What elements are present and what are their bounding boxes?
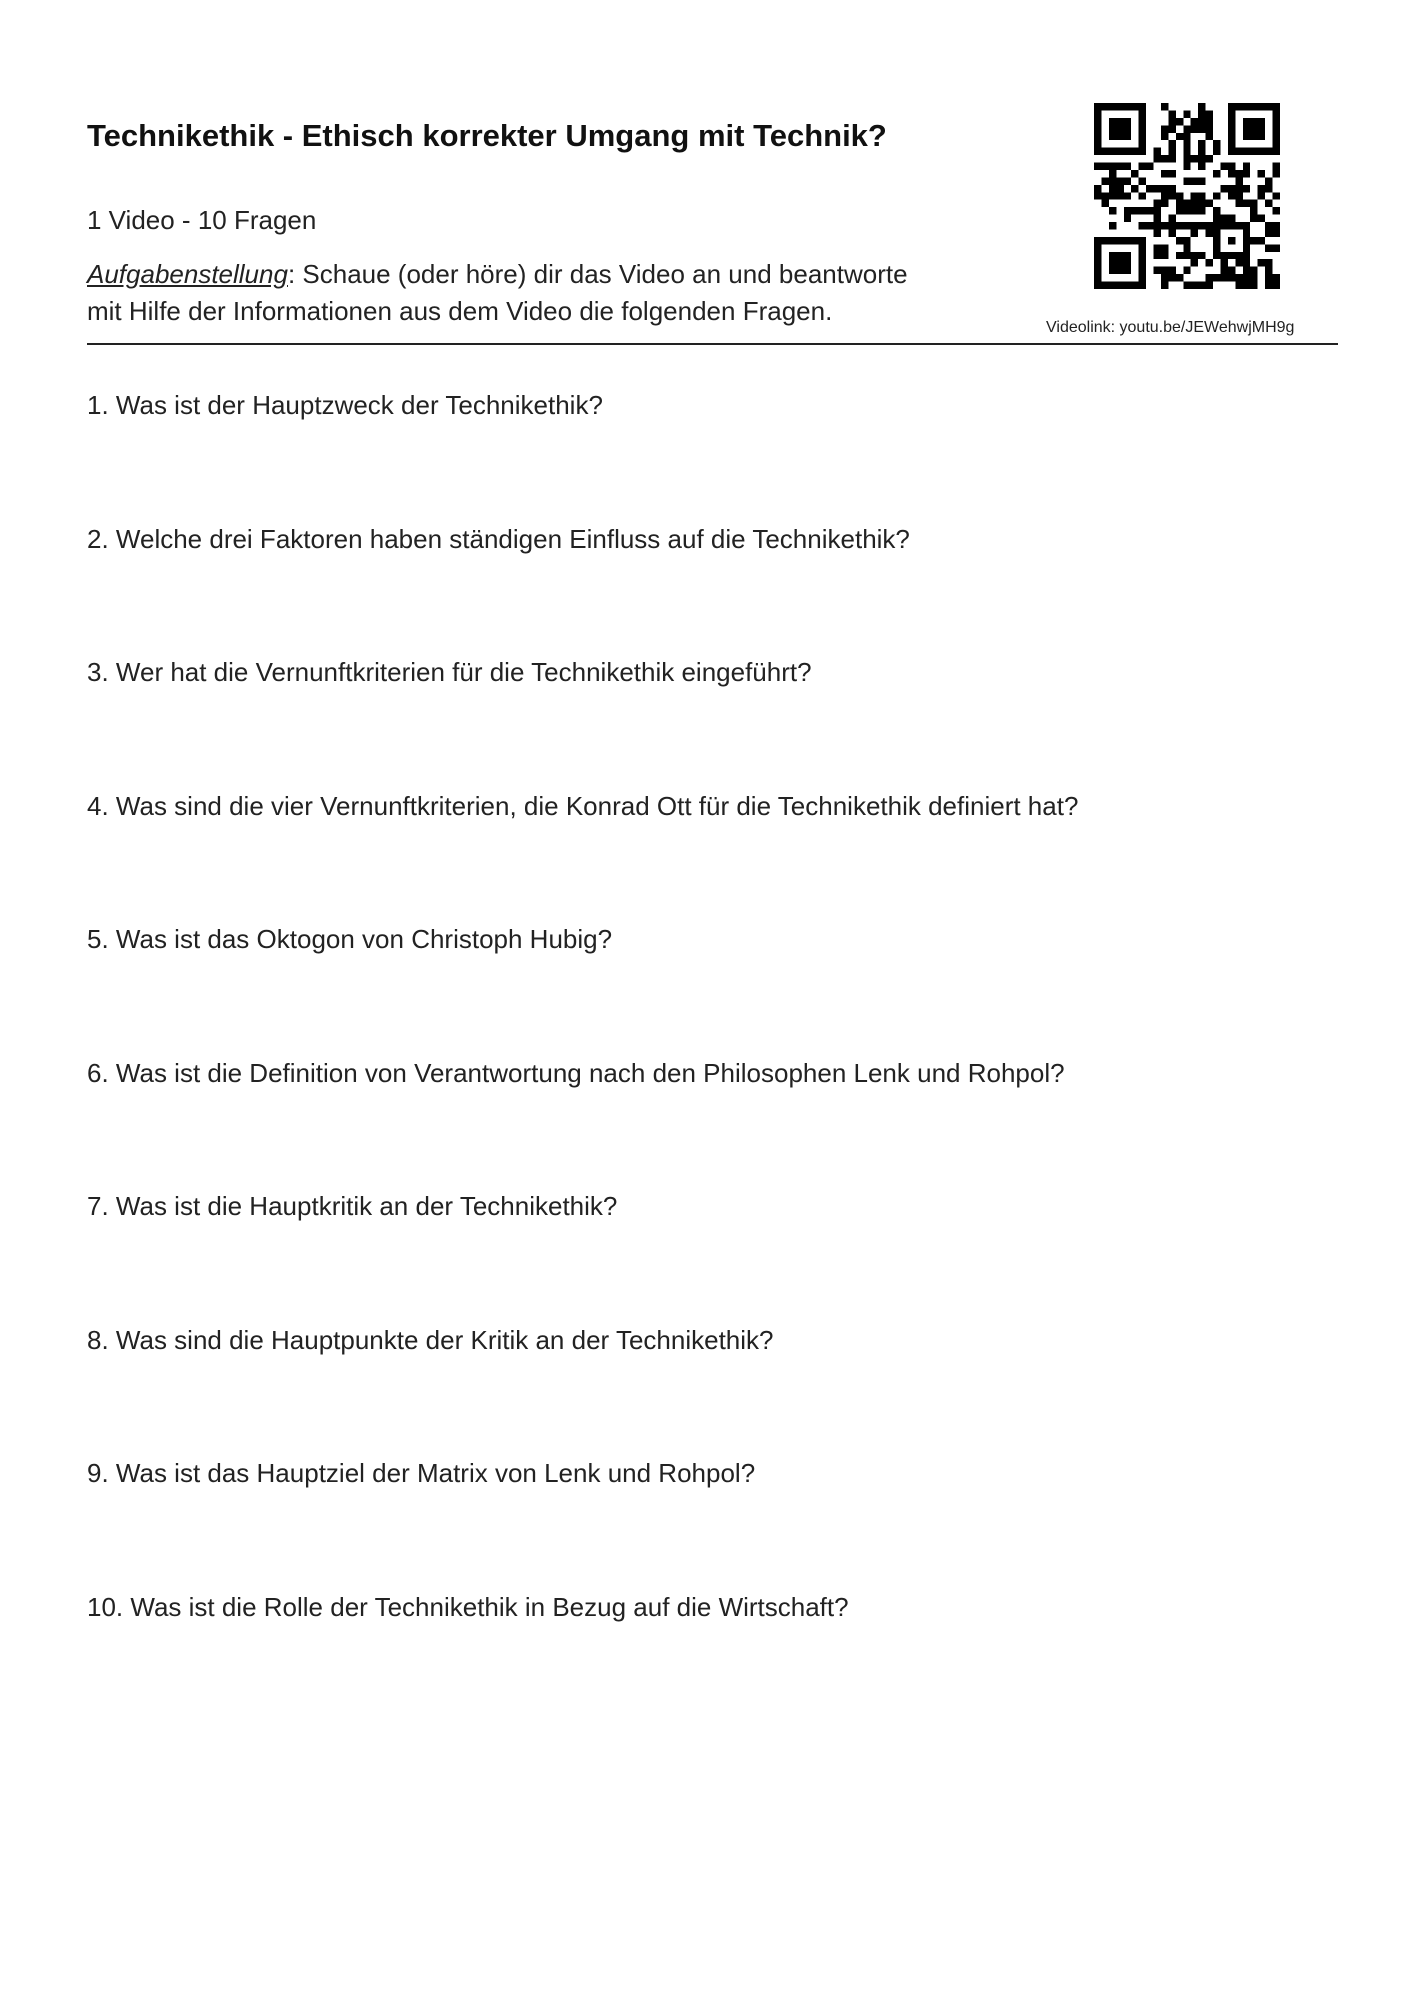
task-instructions xyxy=(87,256,1047,330)
header-divider xyxy=(87,343,1338,345)
task-label: Aufgabenstellung xyxy=(87,259,288,289)
question-item: 8. Was sind die Hauptpunkte der Kritik an der Technikethik? xyxy=(87,1325,774,1355)
question-item: 4. Was sind die vier Vernunftkriterien, die Konrad Ott für die Technikethik definiert hat? xyxy=(87,791,1079,821)
video-link[interactable]: Videolink: youtu.be/JEWehwjMH9g xyxy=(1046,319,1295,336)
task-text-line2: mit Hilfe der Informationen aus dem Video die folgenden Fragen. xyxy=(87,296,833,326)
qr-code-icon[interactable] xyxy=(1094,103,1280,289)
worksheet-title: Technikethik - Ethisch korrekter Umgang mit Technik? xyxy=(87,118,887,153)
question-item: 10. Was ist die Rolle der Technikethik in Bezug auf die Wirtschaft? xyxy=(87,1592,849,1622)
question-item: 5. Was ist das Oktogon von Christoph Hubig? xyxy=(87,924,613,954)
question-item: 7. Was ist die Hauptkritik an der Technikethik? xyxy=(87,1191,618,1221)
task-text-line1: : Schaue (oder höre) dir das Video an und beantworte xyxy=(287,259,908,289)
question-item: 3. Wer hat die Vernunftkriterien für die Technikethik eingeführt? xyxy=(87,657,812,687)
question-item: 9. Was ist das Hauptziel der Matrix von Lenk und Rohpol? xyxy=(87,1458,756,1488)
question-item: 1. Was ist der Hauptzweck der Technikethik? xyxy=(87,390,603,420)
worksheet-subtitle: 1 Video - 10 Fragen xyxy=(87,205,317,235)
question-item: 2. Welche drei Faktoren haben ständigen Einfluss auf die Technikethik? xyxy=(87,524,910,554)
question-item: 6. Was ist die Definition von Verantwortung nach den Philosophen Lenk und Rohpol? xyxy=(87,1058,1065,1088)
